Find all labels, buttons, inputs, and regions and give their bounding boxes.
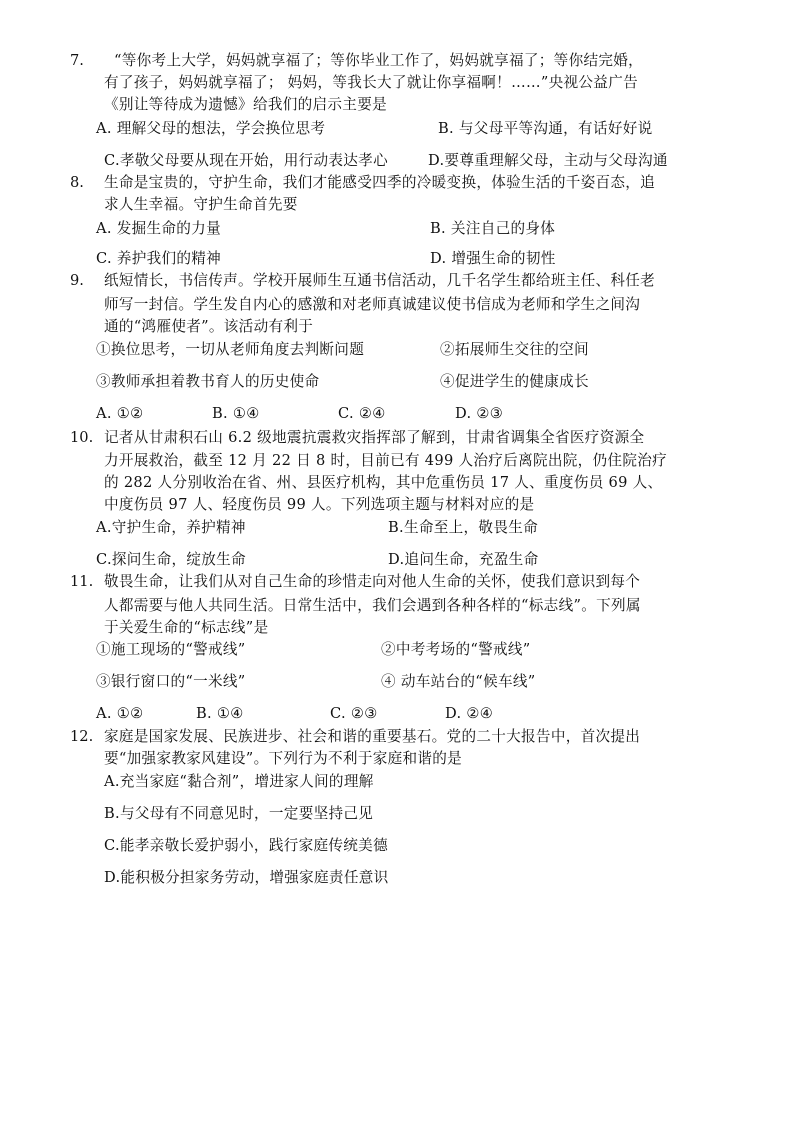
question-number: 8. xyxy=(70,174,84,191)
question-number: 11. xyxy=(70,573,94,590)
question-stem-line: 的 282 人分别收治在省、州、县医疗机构，其中危重伤员 17 人、重度伤员 69 人、 xyxy=(104,474,663,491)
question-stem-line: 于关爱生命的“标志线”是 xyxy=(104,619,269,636)
option-a: A. ①② xyxy=(96,705,144,722)
statement-4: ④促进学生的健康成长 xyxy=(440,373,589,390)
option-d: D.追问生命，充盈生命 xyxy=(388,551,539,568)
statement-2: ②中考考场的“警戒线” xyxy=(381,641,531,658)
question-stem-line: 纸短情长，书信传声。学校开展师生互通书信活动，几千名学生都给班主任、科任老 xyxy=(104,272,656,289)
option-b: B. ①④ xyxy=(212,405,260,422)
option-a: A. 发掘生命的力量 xyxy=(96,220,221,237)
option-a: A.守护生命，养护精神 xyxy=(96,519,246,536)
option-d: D.能积极分担家务劳动，增强家庭责任意识 xyxy=(104,869,389,886)
statement-3: ③教师承担着教书育人的历史使命 xyxy=(96,373,320,390)
question-number: 7. xyxy=(70,52,84,69)
question-stem-line: 要“加强家教家风建设”。下列行为不利于家庭和谐的是 xyxy=(104,750,463,767)
statement-1: ①换位思考，一切从老师角度去判断问题 xyxy=(96,341,365,358)
option-c: C.孝敬父母要从现在开始，用行动表达孝心 xyxy=(104,152,388,169)
question-stem-line: 通的“鸿雁使者”。该活动有利于 xyxy=(104,318,314,335)
option-c: C.探问生命，绽放生命 xyxy=(96,551,246,568)
question-stem-line: 人都需要与他人共同生活。日常生活中，我们会遇到各种各样的“标志线”。下列属 xyxy=(104,597,641,614)
option-d: D. ②③ xyxy=(455,405,504,422)
question-stem-line: 家庭是国家发展、民族进步、社会和谐的重要基石。党的二十大报告中，首次提出 xyxy=(104,728,641,745)
option-c: C.能孝亲敬长爱护弱小，践行家庭传统美德 xyxy=(104,837,388,854)
option-a: A. ①② xyxy=(96,405,144,422)
statement-3: ③银行窗口的“一米线” xyxy=(96,673,246,690)
question-number: 10. xyxy=(70,429,94,446)
option-c: C. 养护我们的精神 xyxy=(96,250,222,267)
option-b: B. 与父母平等沟通，有话好好说 xyxy=(438,120,653,137)
option-c: C. ②③ xyxy=(330,705,378,722)
option-d: D.要尊重理解父母，主动与父母沟通 xyxy=(428,152,668,169)
question-stem-line: 生命是宝贵的，守护生命，我们才能感受四季的冷暖变换，体验生活的千姿百态，追 xyxy=(104,174,656,191)
option-b: B. ①④ xyxy=(196,705,244,722)
option-a: A.充当家庭“黏合剂”，增进家人间的理解 xyxy=(104,773,374,790)
question-stem-line: 有了孩子，妈妈就享福了； 妈妈，等我长大了就让你享福啊！……”央视公益广告 xyxy=(104,74,638,91)
question-stem-line: 《别让等待成为遗憾》给我们的启示主要是 xyxy=(104,96,387,113)
question-stem-line: 中度伤员 97 人、轻度伤员 99 人。下列选项主题与材料对应的是 xyxy=(104,496,535,513)
question-stem-line: 敬畏生命，让我们从对自己生命的珍惜走向对他人生命的关怀，使我们意识到每个 xyxy=(104,573,641,590)
option-b: B.与父母有不同意见时，一定要坚持己见 xyxy=(104,805,374,822)
question-stem-line: 记者从甘肃积石山 6.2 级地震抗震救灾指挥部了解到，甘肃省调集全省医疗资源全 xyxy=(104,429,645,446)
option-b: B. 关注自己的身体 xyxy=(430,220,556,237)
statement-4: ④ 动车站台的“候车线” xyxy=(381,673,536,690)
question-stem-line: 力开展救治，截至 12 月 22 日 8 时，目前已有 499 人治疗后离院出院，仍住院治疗 xyxy=(104,452,668,469)
statement-2: ②拓展师生交往的空间 xyxy=(440,341,589,358)
statement-1: ①施工现场的“警戒线” xyxy=(96,641,246,658)
option-d: D. 增强生命的韧性 xyxy=(430,250,556,267)
option-c: C. ②④ xyxy=(338,405,386,422)
question-number: 12. xyxy=(70,728,94,745)
question-stem-line: “等你考上大学，妈妈就享福了；等你毕业工作了，妈妈就享福了；等你结完婚， xyxy=(114,52,644,69)
option-b: B.生命至上，敬畏生命 xyxy=(388,519,539,536)
option-a: A. 理解父母的想法，学会换位思考 xyxy=(96,120,326,137)
question-number: 9. xyxy=(70,272,84,289)
option-d: D. ②④ xyxy=(445,705,494,722)
question-stem-line: 求人生幸福。守护生命首先要 xyxy=(104,196,298,213)
question-stem-line: 师写一封信。学生发自内心的感激和对老师真诚建议使书信成为老师和学生之间沟 xyxy=(104,296,641,313)
